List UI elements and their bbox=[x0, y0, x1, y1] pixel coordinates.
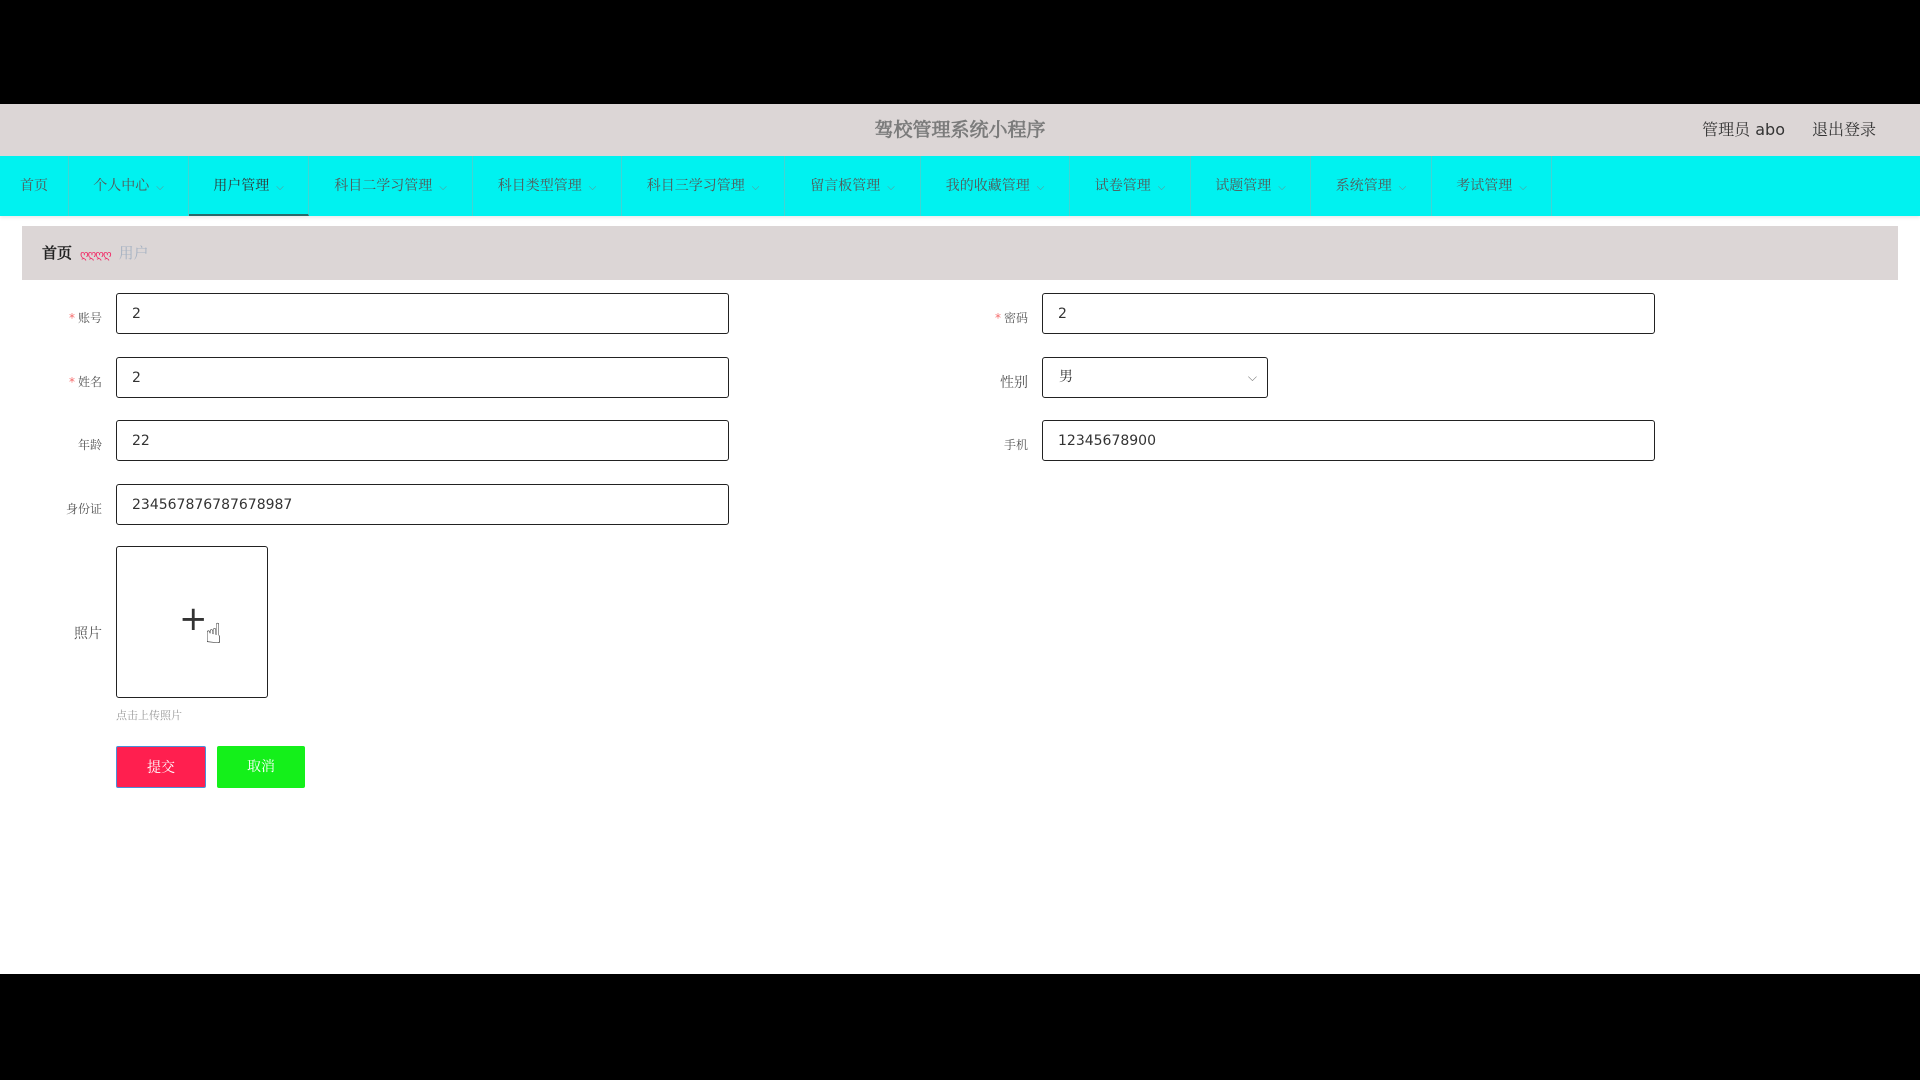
logout-link[interactable]: 退出登录 bbox=[1811, 120, 1876, 139]
required-mark: * bbox=[68, 375, 75, 389]
chevron-down-icon: ⌵ bbox=[1247, 370, 1257, 384]
nav-subject3-study[interactable] bbox=[622, 156, 785, 216]
nav-label: 科目类型管理 bbox=[497, 178, 582, 194]
nav-personal-center[interactable] bbox=[69, 156, 189, 216]
nav-exam[interactable] bbox=[1432, 156, 1552, 216]
hand-pointer-icon: ☝ bbox=[205, 617, 223, 650]
app-window bbox=[0, 104, 1920, 974]
nav-label: 首页 bbox=[20, 178, 48, 194]
gender-select[interactable] bbox=[1042, 357, 1268, 398]
submit-button[interactable]: 提交 bbox=[116, 746, 206, 788]
app-title: 驾校管理系统小程序 bbox=[874, 119, 1046, 141]
nav-label: 系统管理 bbox=[1335, 178, 1392, 194]
gender-value: 男 bbox=[1059, 369, 1073, 385]
name-label-text: 姓名 bbox=[77, 375, 102, 389]
chevron-down-icon: ⌵ bbox=[1398, 182, 1407, 193]
account-label-text: 账号 bbox=[77, 311, 102, 325]
nav-label: 留言板管理 bbox=[810, 178, 881, 194]
phone-label: 手机 bbox=[1003, 438, 1028, 452]
name-input[interactable] bbox=[116, 357, 729, 398]
chevron-down-icon: ⌵ bbox=[588, 182, 597, 193]
nav-user-management[interactable] bbox=[189, 156, 309, 216]
nav-label: 用户管理 bbox=[213, 178, 270, 194]
password-input[interactable] bbox=[1042, 293, 1655, 334]
password-label bbox=[948, 309, 1028, 326]
nav-message-board[interactable] bbox=[785, 156, 921, 216]
nav-my-favorites[interactable] bbox=[921, 156, 1070, 216]
nav-label: 个人中心 bbox=[93, 178, 150, 194]
photo-upload[interactable] bbox=[116, 546, 268, 698]
main-nav bbox=[0, 156, 1920, 216]
chevron-down-icon: ⌵ bbox=[1278, 182, 1286, 193]
chevron-down-icon: ⌵ bbox=[276, 182, 284, 193]
nav-exam-paper[interactable] bbox=[1070, 156, 1191, 216]
account-label bbox=[22, 309, 102, 326]
phone-input[interactable] bbox=[1042, 420, 1655, 461]
user-form bbox=[22, 288, 1898, 850]
chevron-down-icon: ⌵ bbox=[887, 182, 895, 193]
nav-label: 试题管理 bbox=[1215, 178, 1272, 194]
photo-label: 照片 bbox=[74, 626, 102, 642]
gender-label: 性别 bbox=[1000, 375, 1028, 391]
chevron-down-icon: ⌵ bbox=[1519, 182, 1527, 193]
required-mark: * bbox=[68, 311, 75, 325]
nav-subject2-study[interactable] bbox=[309, 156, 473, 216]
chevron-down-icon: ⌵ bbox=[1157, 182, 1166, 193]
breadcrumb-home[interactable]: 首页 bbox=[42, 244, 73, 262]
password-label-text: 密码 bbox=[1003, 311, 1028, 325]
cancel-button[interactable]: 取消 bbox=[217, 746, 305, 788]
chevron-down-icon: ⌵ bbox=[751, 182, 760, 193]
nav-system[interactable] bbox=[1311, 156, 1432, 216]
nav-label: 试卷管理 bbox=[1094, 178, 1151, 194]
breadcrumb-separator-icon: ღღღღ bbox=[80, 248, 111, 261]
nav-label: 我的收藏管理 bbox=[945, 178, 1030, 194]
age-label: 年龄 bbox=[77, 438, 102, 452]
nav-subject-type[interactable] bbox=[473, 156, 622, 216]
top-header bbox=[0, 104, 1920, 157]
name-label bbox=[22, 373, 102, 390]
chevron-down-icon: ⌵ bbox=[439, 182, 447, 193]
photo-upload-tip: 点击上传照片 bbox=[116, 709, 182, 722]
nav-label: 科目二学习管理 bbox=[334, 178, 433, 194]
breadcrumb bbox=[22, 226, 1898, 280]
nav-question[interactable] bbox=[1191, 156, 1311, 216]
nav-label: 考试管理 bbox=[1456, 178, 1513, 194]
nav-label: 科目三学习管理 bbox=[646, 178, 745, 194]
nav-home[interactable] bbox=[0, 156, 69, 216]
idcard-input[interactable] bbox=[116, 484, 729, 525]
chevron-down-icon: ⌵ bbox=[156, 182, 164, 193]
plus-icon: + bbox=[179, 599, 208, 639]
required-mark: * bbox=[994, 311, 1001, 325]
idcard-label: 身份证 bbox=[65, 502, 102, 516]
current-user: 管理员 abo bbox=[1702, 120, 1785, 139]
account-input[interactable] bbox=[116, 293, 729, 334]
age-input[interactable] bbox=[116, 420, 729, 461]
chevron-down-icon: ⌵ bbox=[1036, 182, 1045, 193]
breadcrumb-current: 用户 bbox=[118, 244, 149, 262]
